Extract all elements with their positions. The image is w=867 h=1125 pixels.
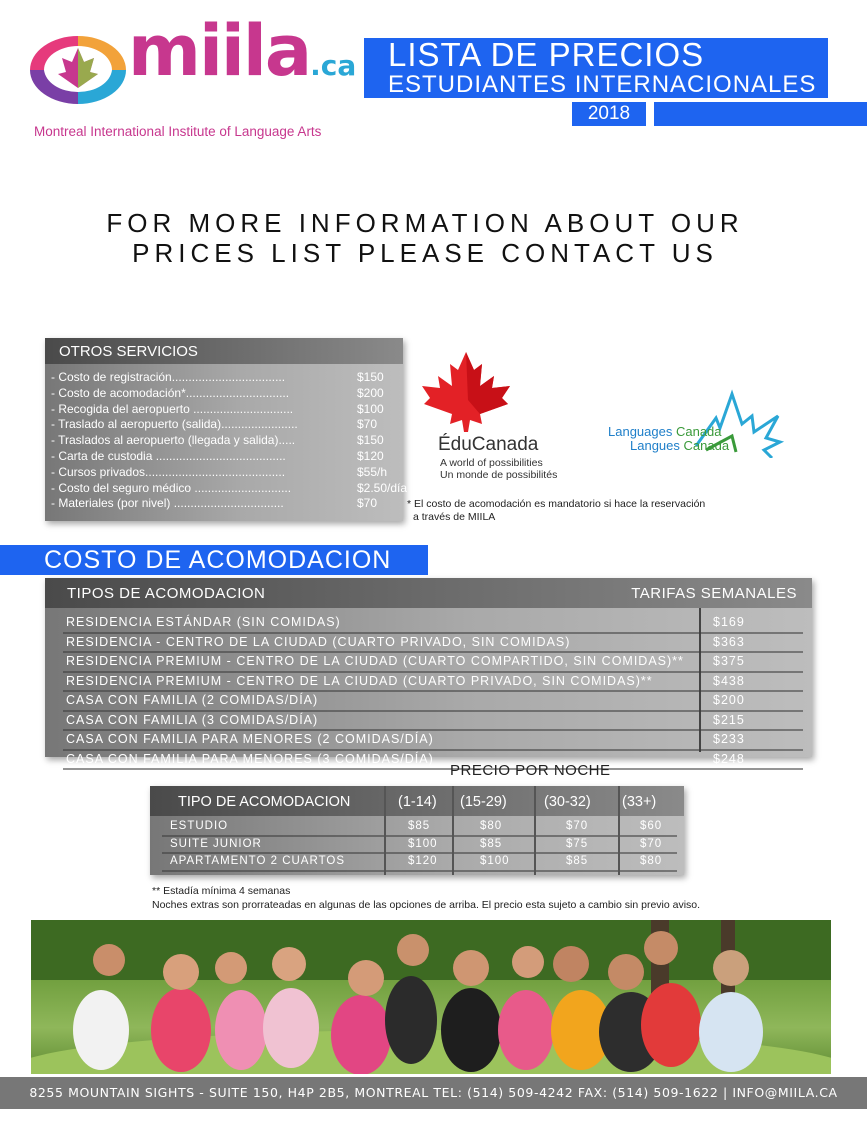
accommodation-price: $438: [713, 673, 745, 688]
night-price: $80: [480, 820, 503, 832]
accommodation-price: $363: [713, 634, 745, 649]
service-price: $70: [357, 496, 378, 511]
accommodation-row: [63, 634, 803, 654]
educanada-name: ÉduCanada: [438, 434, 539, 455]
accommodation-row: [63, 653, 803, 673]
accommodation-price: $375: [713, 654, 745, 668]
year-badge: 2018: [572, 102, 646, 126]
accommodation-name: CASA CON FAMILIA (3 COMIDAS/DÍA): [66, 712, 319, 727]
night-price: $75: [566, 837, 589, 850]
service-price: $120: [357, 448, 384, 463]
service-row: [51, 402, 391, 418]
night-price: $85: [408, 820, 431, 832]
night-row: [162, 854, 677, 872]
service-label: - Materiales (por nivel) .................................: [51, 496, 284, 511]
accommodation-name: CASA CON FAMILIA (2 COMIDAS/DÍA): [66, 693, 319, 707]
accommodation-row: [63, 731, 803, 751]
service-row: [51, 465, 391, 481]
service-label: - Costo de registración..................................: [51, 370, 286, 384]
night-room-type: ESTUDIO: [170, 820, 229, 832]
night-price: $60: [640, 820, 663, 832]
educanada-slogan-fr: Un monde de possibilités: [440, 469, 558, 481]
nights-note: [152, 884, 700, 912]
service-row: [51, 433, 391, 449]
accommodation-note-line1: * El costo de acomodación es mandatorio si hace la reservación: [407, 498, 706, 510]
night-price: $80: [640, 855, 663, 867]
accommodation-name: RESIDENCIA ESTÁNDAR (SIN COMIDAS): [66, 615, 341, 629]
students-photo-illustration: [31, 920, 831, 1074]
languages-canada-fr: Langues Canada: [630, 438, 730, 453]
night-price: $70: [640, 837, 663, 850]
service-row: [51, 480, 408, 497]
night-row: [162, 837, 677, 855]
night-price: $85: [566, 855, 589, 867]
night-price: $120: [408, 855, 438, 867]
service-label: - Recogida del aeropuerto ..............................: [51, 401, 294, 416]
accommodation-price: $200: [713, 693, 745, 707]
accommodation-price: $233: [713, 732, 745, 746]
service-label: - Carta de custodia .......................................: [51, 448, 286, 463]
otros-servicios-title: OTROS SERVICIOS: [45, 338, 403, 364]
acomodacion-rows: [63, 614, 803, 770]
service-label: - Costo de acomodación*...............................: [51, 385, 290, 400]
miila-logo: [28, 10, 358, 140]
service-row: [51, 417, 391, 433]
accommodation-name: RESIDENCIA PREMIUM - CENTRO DE LA CIUDAD (CUARTO PRIVADO, SIN COMIDAS)**: [66, 673, 653, 688]
nights-note-line2: Noches extras son prorrateadas en algunas de las opciones de arriba. El precio esta sujeto a cambio sin previo aviso.: [152, 899, 701, 911]
night-price: $70: [566, 820, 589, 832]
night-col-header: (15-29): [460, 794, 507, 810]
service-row: [51, 386, 391, 402]
col-header-tipos: TIPOS DE ACOMODACION: [67, 585, 266, 602]
nights-note-line1: ** Estadía mínima 4 semanas: [152, 885, 291, 897]
logo-tagline: Montreal International Institute of Language Arts: [34, 124, 322, 139]
night-price: $100: [408, 837, 438, 850]
service-price: $150: [357, 433, 384, 448]
night-col-header: (30-32): [544, 794, 591, 810]
otros-servicios-panel: [45, 338, 408, 521]
service-label: - Costo del seguro médico .............................: [51, 480, 292, 495]
night-row: [162, 819, 677, 837]
educanada-logo: [420, 352, 570, 487]
contact-message: [40, 208, 810, 268]
precio-noche-header: [150, 786, 684, 816]
contact-line-2: PRICES LIST PLEASE CONTACT US: [132, 238, 718, 268]
acomodacion-table: [45, 578, 812, 766]
accommodation-note-line2: a través de MIILA: [413, 510, 496, 523]
educanada-slogan: [440, 457, 557, 481]
accommodation-price: $169: [713, 615, 745, 629]
night-col-divider: [384, 786, 386, 875]
accommodation-row: [63, 712, 803, 732]
night-room-type: APARTAMENTO 2 CUARTOS: [170, 855, 346, 867]
accommodation-price: $248: [713, 751, 745, 766]
logo-emblem-icon: [28, 34, 128, 106]
service-price: $150: [357, 370, 384, 384]
accommodation-row: [63, 673, 803, 693]
accommodation-row: [63, 751, 803, 771]
accommodation-note: [407, 498, 705, 523]
service-price: $70: [357, 417, 378, 432]
service-row: [51, 370, 391, 386]
accommodation-name: RESIDENCIA - CENTRO DE LA CIUDAD (CUARTO PRIVADO, SIN COMIDAS): [66, 634, 571, 649]
service-row: [51, 496, 391, 512]
service-price: $2.50/día: [357, 480, 408, 495]
precio-noche-table: [150, 786, 684, 875]
educanada-slogan-en: A world of possibilities: [440, 457, 543, 469]
accommodation-name: CASA CON FAMILIA PARA MENORES (3 COMIDAS/DÍA): [66, 751, 434, 766]
night-col-divider: [452, 786, 454, 875]
service-price: $55/h: [357, 464, 388, 479]
night-col-header: TIPO DE ACOMODACION: [178, 794, 351, 810]
service-label: - Traslados al aeropuerto (llegada y salida).....: [51, 433, 296, 448]
night-price: $85: [480, 837, 503, 850]
acomodacion-table-header: [45, 578, 812, 608]
service-label: - Cursos privados..........................................: [51, 464, 286, 479]
languages-canada-logo: [608, 388, 788, 458]
languages-canada-en: Languages Canada: [608, 424, 722, 439]
service-price: $100: [357, 401, 384, 416]
maple-leaf-icon: [420, 352, 512, 432]
night-col-header: (1-14): [398, 794, 437, 810]
night-room-type: SUITE JUNIOR: [170, 837, 262, 850]
footer-contact: 8255 MOUNTAIN SIGHTS - SUITE 150, H4P 2B5, MONTREAL TEL: (514) 509-4242 FAX: (514) 509-1622 | INFO@MIILA.CA: [0, 1077, 867, 1109]
otros-servicios-list: [51, 370, 408, 512]
precio-noche-rows: [162, 819, 677, 872]
night-col-divider: [618, 786, 620, 875]
service-row: [51, 449, 391, 465]
precio-noche-label: PRECIO POR NOCHE: [450, 762, 611, 779]
night-col-header: (33+): [622, 794, 657, 810]
night-col-divider: [534, 786, 536, 875]
contact-line-1: FOR MORE INFORMATION ABOUT OUR: [106, 208, 744, 238]
accommodation-name: RESIDENCIA PREMIUM - CENTRO DE LA CIUDAD (CUARTO COMPARTIDO, SIN COMIDAS)**: [66, 654, 684, 668]
accommodation-row: [63, 614, 803, 634]
service-label: - Traslado al aeropuerto (salida).......................: [51, 417, 298, 432]
page-title: LISTA DE PRECIOS: [388, 36, 705, 73]
acomodacion-title: COSTO DE ACOMODACION: [44, 546, 392, 574]
students-photo: [31, 920, 831, 1074]
logo-wordmark: miila.ca: [128, 10, 357, 92]
accommodation-price: $215: [713, 712, 745, 727]
night-price: $100: [480, 855, 510, 867]
page-subtitle: ESTUDIANTES INTERNACIONALES: [388, 71, 817, 98]
service-price: $200: [357, 385, 384, 400]
col-header-tarifas: TARIFAS SEMANALES: [631, 585, 797, 602]
accommodation-row: [63, 692, 803, 712]
year-divider: [654, 102, 867, 126]
accommodation-name: CASA CON FAMILIA PARA MENORES (2 COMIDAS/DÍA): [66, 732, 434, 746]
